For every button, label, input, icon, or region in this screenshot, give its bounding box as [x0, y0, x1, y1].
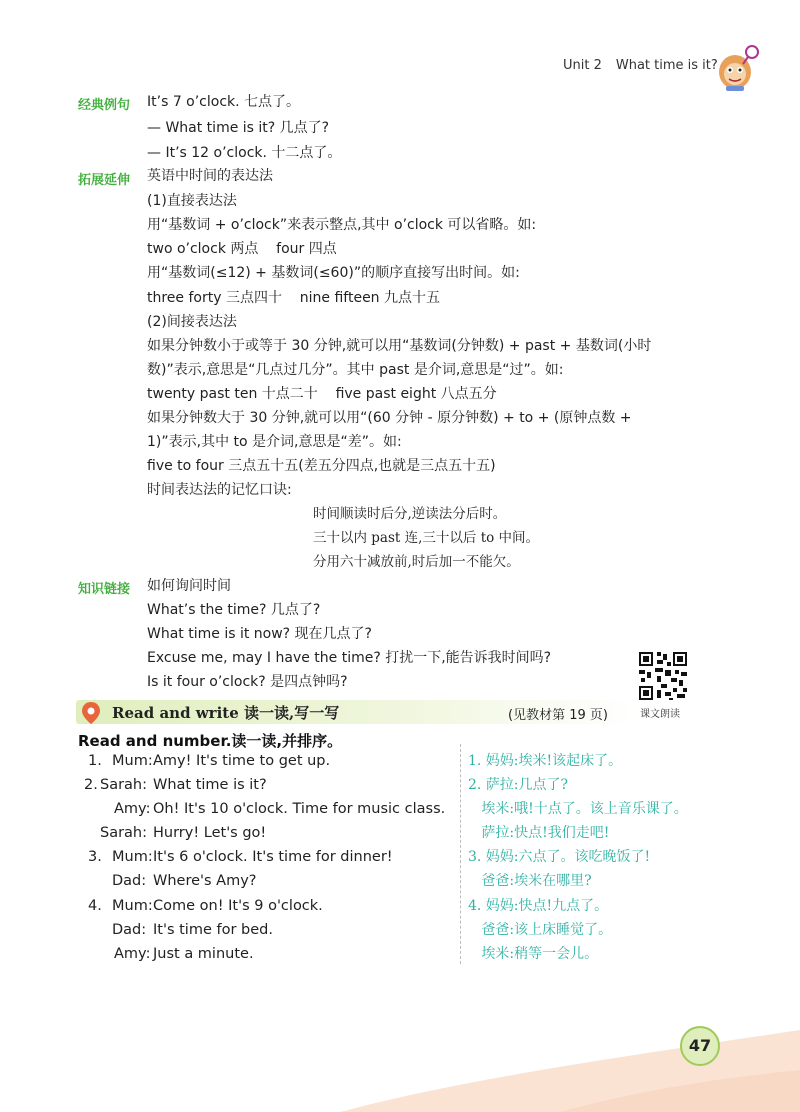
read-and-number-title: Read and number.读一读,并排序。 [78, 732, 343, 750]
textbook-page-ref: (见教材第 19 页) [508, 708, 608, 723]
dialog-speaker: Mum: [112, 849, 153, 865]
dialog-text: Amy! It's time to get up. [153, 753, 331, 769]
translation-line: 萨拉:快点!我们走吧! [468, 825, 610, 841]
extension-line: 用“基数词(≤12) + 基数词(≤60)”的顺序直接写出时间。如: [147, 265, 520, 281]
extension-line: twenty past ten 十点二十 five past eight 八点五分 [147, 386, 497, 402]
tag-classic-sentences: 经典例句 [78, 98, 131, 113]
dialog-text: Oh! It's 10 o'clock. Time for music class. [153, 801, 446, 817]
dialog-text: It's 6 o'clock. It's time for dinner! [153, 849, 393, 865]
dialog-speaker: Amy: [114, 801, 151, 817]
dialog-num: 1. [88, 753, 102, 769]
extension-line: two o’clock 两点 four 四点 [147, 241, 337, 257]
mascot-icon [712, 42, 762, 92]
knowledge-line: 如何询问时间 [147, 578, 231, 594]
location-pin-icon [80, 701, 102, 725]
translation-line: 埃米:哦!十点了。该上音乐课了。 [468, 801, 688, 817]
translation-line: 爸爸:该上床睡觉了。 [468, 922, 613, 938]
dialog-speaker: Dad: [112, 922, 147, 938]
qr-label: 课文朗读 [640, 709, 680, 720]
tag-extension: 拓展延伸 [78, 173, 131, 188]
dialog-speaker: Mum: [112, 898, 153, 914]
knowledge-line: Excuse me, may I have the time? 打扰一下,能告诉我时间吗? [147, 650, 552, 666]
dialog-speaker: Sarah: [100, 777, 148, 793]
dialog-num: 2. [84, 777, 98, 793]
unit-label: Unit 2 [563, 58, 602, 73]
bottom-wave-decoration [0, 1000, 800, 1112]
dialog-text: Where's Amy? [153, 873, 257, 889]
classic-line: — It’s 12 o’clock. 十二点了。 [147, 145, 342, 161]
dialog-text: What time is it? [153, 777, 267, 793]
dialog-speaker: Dad: [112, 873, 147, 889]
translation-line: 2. 萨拉:几点了? [468, 777, 569, 793]
extension-line: three forty 三点四十 nine fifteen 九点十五 [147, 290, 441, 306]
dialog-speaker: Sarah: [100, 825, 148, 841]
extension-line: 英语中时间的表达法 [147, 168, 273, 184]
mnemonic-line: 三十以内 past 连,三十以后 to 中间。 [313, 530, 540, 546]
classic-line: — What time is it? 几点了? [147, 120, 330, 136]
dialog-text: Come on! It's 9 o'clock. [153, 898, 323, 914]
extension-line: 用“基数词 + o’clock”来表示整点,其中 o’clock 可以省略。如: [147, 217, 537, 233]
extension-line: 如果分钟数大于 30 分钟,就可以用“(60 分钟 - 原分钟数) + to + (原钟点数 + [147, 410, 632, 426]
knowledge-line: Is it four o’clock? 是四点钟吗? [147, 674, 348, 690]
translation-line: 埃米:稍等一会儿。 [468, 946, 599, 962]
extension-line: 数)”表示,意思是“几点过几分”。其中 past 是介词,意思是“过”。如: [147, 362, 564, 378]
dialog-speaker: Amy: [114, 946, 151, 962]
page-number: 47 [680, 1026, 720, 1066]
extension-line: (2)间接表达法 [147, 314, 237, 330]
translation-line: 爸爸:埃米在哪里? [468, 873, 592, 889]
classic-line: It’s 7 o’clock. 七点了。 [147, 94, 301, 110]
knowledge-line: What’s the time? 几点了? [147, 602, 321, 618]
running-header [563, 58, 718, 73]
dialog-text: It's time for bed. [153, 922, 273, 938]
dialog-text: Just a minute. [153, 946, 254, 962]
extension-line: (1)直接表达法 [147, 193, 237, 209]
read-write-title: Read and write 读一读,写一写 [112, 704, 340, 722]
qr-code-icon[interactable] [637, 650, 689, 702]
dialog-text: Hurry! Let's go! [153, 825, 267, 841]
mnemonic-line: 时间顺读时后分,逆读法分后时。 [313, 506, 507, 522]
dialog-num: 4. [88, 898, 102, 914]
translation-line: 3. 妈妈:六点了。该吃晚饭了! [468, 849, 651, 865]
mnemonic-line: 分用六十减放前,时后加一不能欠。 [313, 554, 520, 570]
extension-line: 如果分钟数小于或等于 30 分钟,就可以用“基数词(分钟数) + past + 基数词(小时 [147, 338, 652, 354]
extension-line: five to four 三点五十五(差五分四点,也就是三点五十五) [147, 458, 496, 474]
unit-title: What time is it? [615, 58, 718, 73]
tag-knowledge-link: 知识链接 [78, 582, 131, 597]
translation-line: 4. 妈妈:快点!九点了。 [468, 898, 609, 914]
extension-line: 1)”表示,其中 to 是介词,意思是“差”。如: [147, 434, 402, 450]
dialog-speaker: Mum: [112, 753, 153, 769]
extension-line: 时间表达法的记忆口诀: [147, 482, 292, 498]
dialog-num: 3. [88, 849, 102, 865]
translation-line: 1. 妈妈:埃米!该起床了。 [468, 753, 623, 769]
column-divider [460, 744, 461, 964]
knowledge-line: What time is it now? 现在几点了? [147, 626, 372, 642]
